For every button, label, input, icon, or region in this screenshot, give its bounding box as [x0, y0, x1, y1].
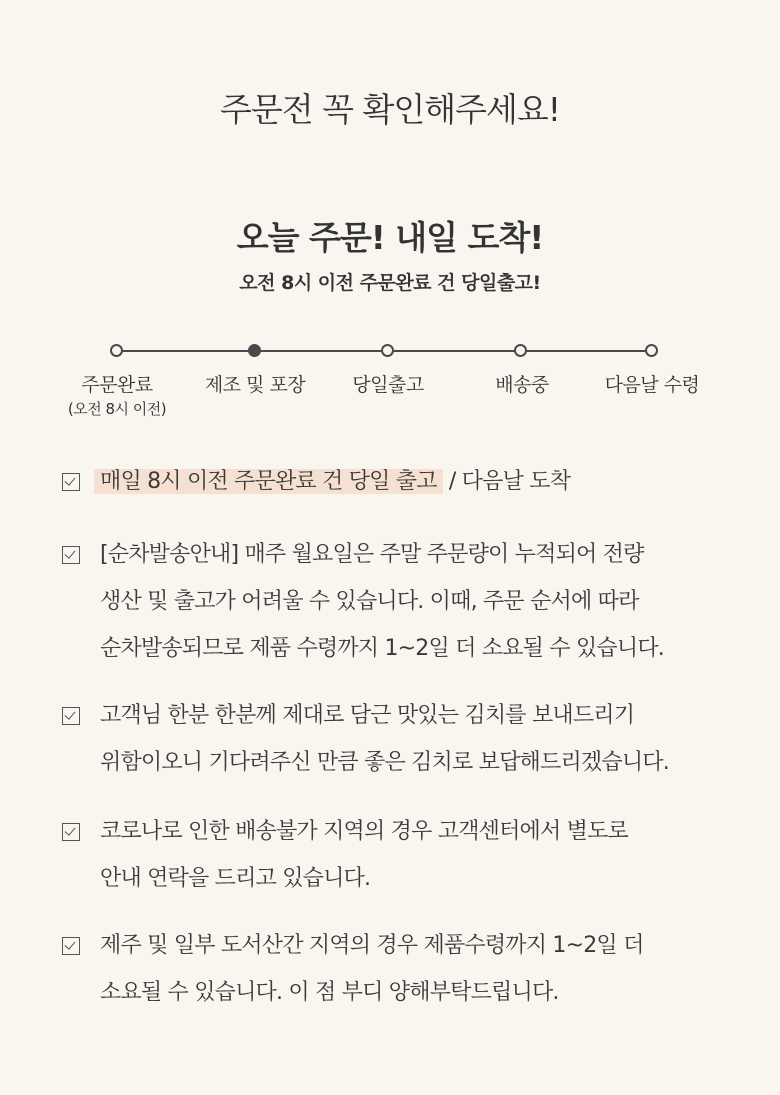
notice-text: 제주 및 일부 도서산간 지역의 경우 제품수령까지 1~2일 더 소요될 수 있습니다. 이 점 부디 양해부탁드립니다. — [100, 933, 644, 1005]
notice-highlight: 매일 8시 이전 주문완료 건 당일 출고 — [94, 469, 443, 494]
subline: 오전 8시 이전 주문완료 건 당일출고! — [239, 272, 541, 294]
step-sub-order-complete: (오전 8시 이전) — [67, 400, 167, 418]
page-title: 주문전 꼭 확인해주세요! — [220, 90, 560, 129]
notice-text: 코로나로 인한 배송불가 지역의 경우 고객센터에서 별도로 안내 연락을 드리고 있습니다. — [100, 819, 629, 891]
timeline-dot-3 — [381, 344, 394, 357]
checkbox-icon — [62, 937, 80, 955]
headline: 오늘 주문! 내일 도착! — [236, 218, 544, 257]
timeline-dot-4 — [514, 344, 527, 357]
step-label-packaging: 제조 및 포장 — [204, 374, 306, 396]
checkbox-icon — [62, 546, 80, 564]
timeline-dot-2 — [248, 344, 261, 357]
step-label-same-day-ship: 당일출고 — [352, 374, 424, 396]
notice-text: / 다음날 도착 — [442, 469, 571, 494]
checkbox-icon — [62, 473, 80, 491]
step-label-next-day-receive: 다음날 수령 — [604, 374, 700, 396]
checkbox-icon — [62, 823, 80, 841]
checkbox-icon — [62, 707, 80, 725]
step-label-order-complete: 주문완료 — [81, 374, 153, 396]
notice-text: [순차발송안내] 매주 월요일은 주말 주문량이 누적되어 전량 생산 및 출고가 어려울 수 있습니다. 이때, 주문 순서에 따라 순차발송되므로 제품 수령까지 1~2일 더 소요될 수 있습니다. — [100, 542, 664, 661]
notice-text: 고객님 한분 한분께 제대로 담근 맛있는 김치를 보내드리기 위함이오니 기다려주신 만큼 좋은 김치로 보답해드리겠습니다. — [100, 703, 669, 775]
timeline-dot-1 — [110, 344, 123, 357]
step-label-in-delivery: 배송중 — [495, 374, 549, 396]
timeline-dot-5 — [645, 344, 658, 357]
